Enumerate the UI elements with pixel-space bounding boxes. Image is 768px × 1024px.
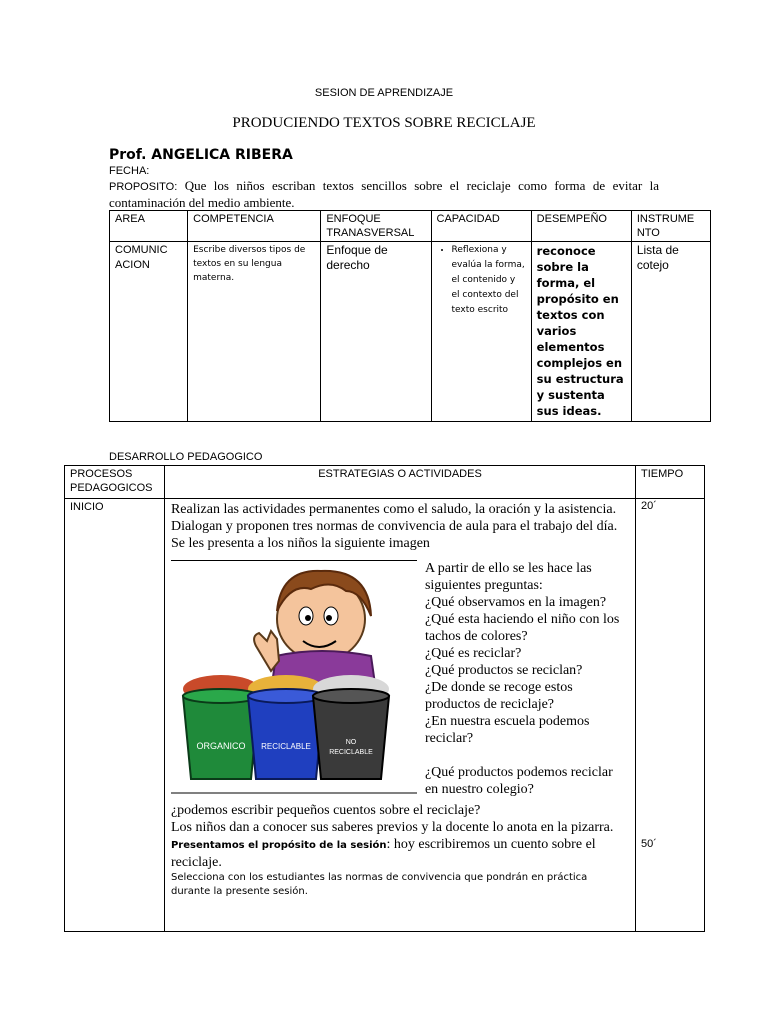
header-estrategias: ESTRATEGIAS O ACTIVIDADES: [164, 466, 635, 499]
bin-organico: [183, 689, 259, 779]
header-tiempo: TIEMPO: [636, 466, 705, 499]
recycling-image: [171, 560, 417, 797]
table-row: [110, 242, 711, 422]
proposito-paragraph: [109, 178, 659, 211]
header-capacidad: CAPACIDAD: [431, 211, 531, 242]
activity-intro: Realizan las actividades permanentes como el saludo, la oración y la asistencia. Dialogan y proponen tres normas de convivencia de aula para el trabajo del día. Se les presenta a los niños la siguiente imagen: [170, 502, 618, 551]
table-row: [65, 499, 705, 932]
cell-competencia: Escribe diversos tipos de textos en su lengua materna.: [188, 242, 321, 422]
teacher-name: Prof. ANGELICA RIBERA: [109, 147, 293, 163]
recycling-boy-icon: [171, 561, 417, 797]
question-item: ¿Qué productos se reciclan?: [424, 663, 583, 678]
question-item: ¿De donde se recoge estos productos de reciclaje?: [424, 680, 573, 712]
proposito-sesion: [171, 836, 629, 871]
header-enfoque: ENFOQUE TRANASVERSAL: [321, 211, 431, 242]
bin-label-organico: ORGANICO: [196, 741, 246, 751]
proposito-sesion-label: Presentamos el propósito de la sesión: [170, 840, 387, 851]
proposito-sesion-text: : hoy escribiremos un cuento sobre el reciclaje.: [170, 837, 596, 870]
session-table: [109, 210, 711, 422]
question-item: ¿Qué observamos en la imagen?: [424, 595, 607, 610]
tiempo-proposito: 50´: [641, 838, 657, 850]
question-item: ¿En nuestra escuela podemos reciclar?: [424, 714, 590, 746]
bin-label-word: RECICLABLE: [329, 749, 373, 756]
proposito-label: PROPOSITO:: [109, 181, 178, 193]
cell-area: COMUNIC ACION: [110, 242, 188, 422]
main-title: PRODUCIENDO TEXTOS SOBRE RECICLAJE: [232, 115, 536, 131]
cell-capacidad: [431, 242, 531, 422]
header-competencia: COMPETENCIA: [188, 211, 321, 242]
header-desempeno: DESEMPEÑO: [531, 211, 631, 242]
desarrollo-table: [64, 465, 705, 932]
desarrollo-table-header: [65, 466, 705, 499]
cell-enfoque: Enfoque de derecho: [321, 242, 431, 422]
questions-intro: A partir de ello se les hace las siguientes preguntas:: [424, 561, 592, 593]
tiempo-inicio: 20´: [641, 500, 657, 512]
desarrollo-label: DESARROLLO PEDAGOGICO: [109, 451, 263, 463]
cell-tiempo: [636, 499, 705, 932]
cell-actividades: [164, 499, 635, 932]
bin-label-reciclable: RECICLABLE: [261, 742, 311, 751]
bin-label-word: NO: [345, 739, 357, 746]
bin-no-reciclable: [313, 689, 389, 779]
cell-instrumento: Lista de cotejo: [631, 242, 710, 422]
header-procesos: PROCESOS PEDAGOGICOS: [65, 466, 165, 499]
capacidad-item: • Reflexiona y evalúa la forma, el contenido y el contexto del texto escrito: [452, 243, 526, 318]
question-final: ¿podemos escribir pequeños cuentos sobre el reciclaje?: [170, 803, 481, 818]
question-item: ¿Qué productos podemos reciclar en nuestro colegio?: [424, 765, 613, 797]
fecha-label: FECHA:: [109, 165, 150, 177]
image-question-block: [171, 560, 629, 838]
question-item: ¿Qué esta haciendo el niño con los tachos de colores?: [424, 612, 620, 644]
header-area: AREA: [110, 211, 188, 242]
bin-reciclable: [248, 689, 324, 779]
questions-column: [425, 560, 625, 798]
session-table-header: [110, 211, 711, 242]
cell-proceso: INICIO: [65, 499, 165, 932]
normas-convivencia: Selecciona con los estudiantes las normas de convivencia que pondrán en práctica durante la presente sesión.: [170, 872, 588, 897]
proposito-text: Que los niños escriban textos sencillos sobre el reciclaje como forma de evitar la contaminación del medio ambiente.: [109, 178, 659, 210]
cell-desempeno: reconoce sobre la forma, el propósito en textos con varios elementos complejos en su estructura y sustenta sus ideas.: [531, 242, 631, 422]
session-title: SESION DE APRENDIZAJE: [314, 87, 454, 99]
question-item: ¿Qué es reciclar?: [424, 646, 522, 661]
header-instrumento: INSTRUME NTO: [631, 211, 710, 242]
saberes-previos: Los niños dan a conocer sus saberes previos y la docente lo anota en la pizarra.: [170, 820, 614, 835]
